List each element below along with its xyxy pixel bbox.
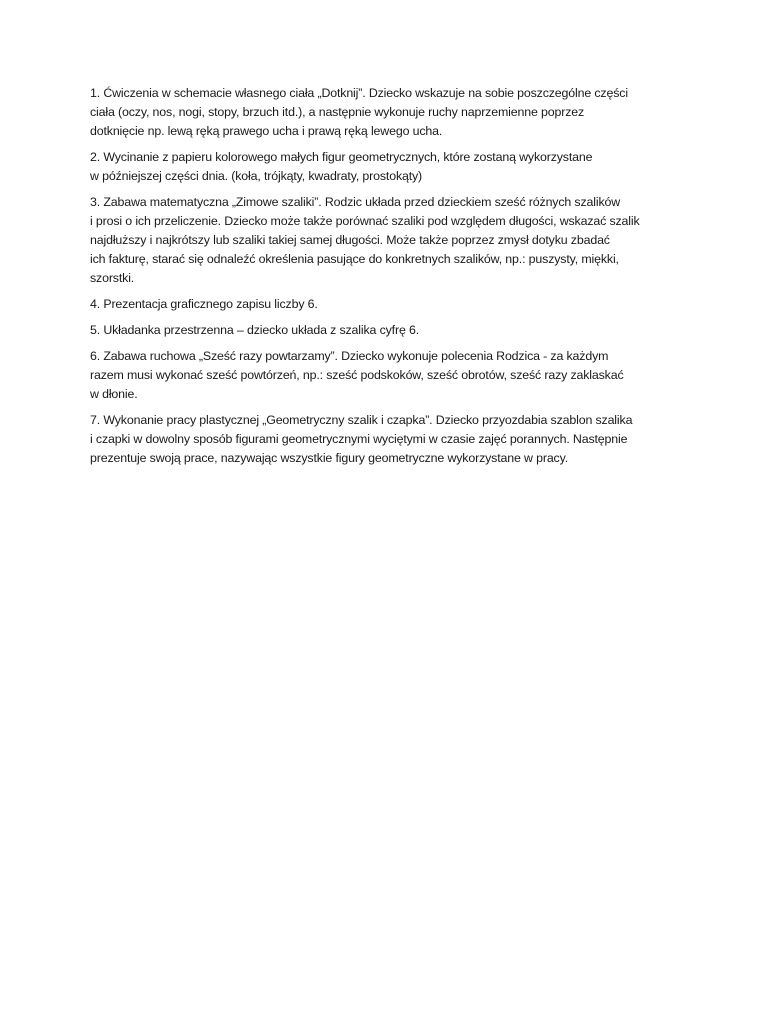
paragraph-exercise-3 [90,193,700,288]
text-line: 5. Układanka przestrzenna – dziecko układa z szalika cyfrę 6. [90,323,420,337]
document-body [90,84,700,475]
text-line: razem musi wykonać sześć powtórzeń, np.: sześć podskoków, sześć obrotów, sześć razy zaklaskać [90,368,624,382]
text-line: ich fakturę, starać się odnaleźć określenia pasujące do konkretnych szalików, np.: puszysty, miękki, [90,252,619,266]
paragraph-exercise-2 [90,148,700,186]
text-line: 6. Zabawa ruchowa „Sześć razy powtarzamy”. Dziecko wykonuje polecenia Rodzica - za każdym [90,349,609,363]
text-line: 3. Zabawa matematyczna „Zimowe szaliki”. Rodzic układa przed dzieckiem sześć różnych szalików [90,195,621,209]
text-line: prezentuje swoją prace, nazywając wszystkie figury geometryczne wykorzystane w pracy. [90,451,569,465]
text-line: 7. Wykonanie pracy plastycznej „Geometryczny szalik i czapka”. Dziecko przyozdabia szablon szalika [90,413,633,427]
paragraph-exercise-7 [90,411,700,468]
text-line: w późniejszej części dnia. (koła, trójkąty, kwadraty, prostokąty) [90,169,423,183]
text-line: w dłonie. [90,387,138,401]
paragraph-exercise-5 [90,321,700,340]
text-line: 2. Wycinanie z papieru kolorowego małych figur geometrycznych, które zostaną wykorzystane [90,150,593,164]
text-line: i czapki w dowolny sposób figurami geometrycznymi wyciętymi w czasie zajęć porannych. Następnie [90,432,628,446]
paragraph-exercise-6 [90,347,700,404]
text-line: i prosi o ich przeliczenie. Dziecko może także porównać szaliki pod względem długości, wskazać szalik [90,214,640,228]
text-line: 1. Ćwiczenia w schemacie własnego ciała „Dotknij”. Dziecko wskazuje na sobie poszczególne części [90,86,628,100]
paragraph-exercise-4 [90,295,700,314]
text-line: najdłuższy i najkrótszy lub szaliki takiej samej długości. Może także poprzez zmysł dotyku zbadać [90,233,610,247]
paragraph-exercise-1 [90,84,700,141]
text-line: 4. Prezentacja graficznego zapisu liczby 6. [90,297,318,311]
text-line: szorstki. [90,271,135,285]
text-line: dotknięcie np. lewą ręką prawego ucha i prawą ręką lewego ucha. [90,124,443,138]
text-line: ciała (oczy, nos, nogi, stopy, brzuch itd.), a następnie wykonuje ruchy naprzemienne poprzez [90,105,585,119]
